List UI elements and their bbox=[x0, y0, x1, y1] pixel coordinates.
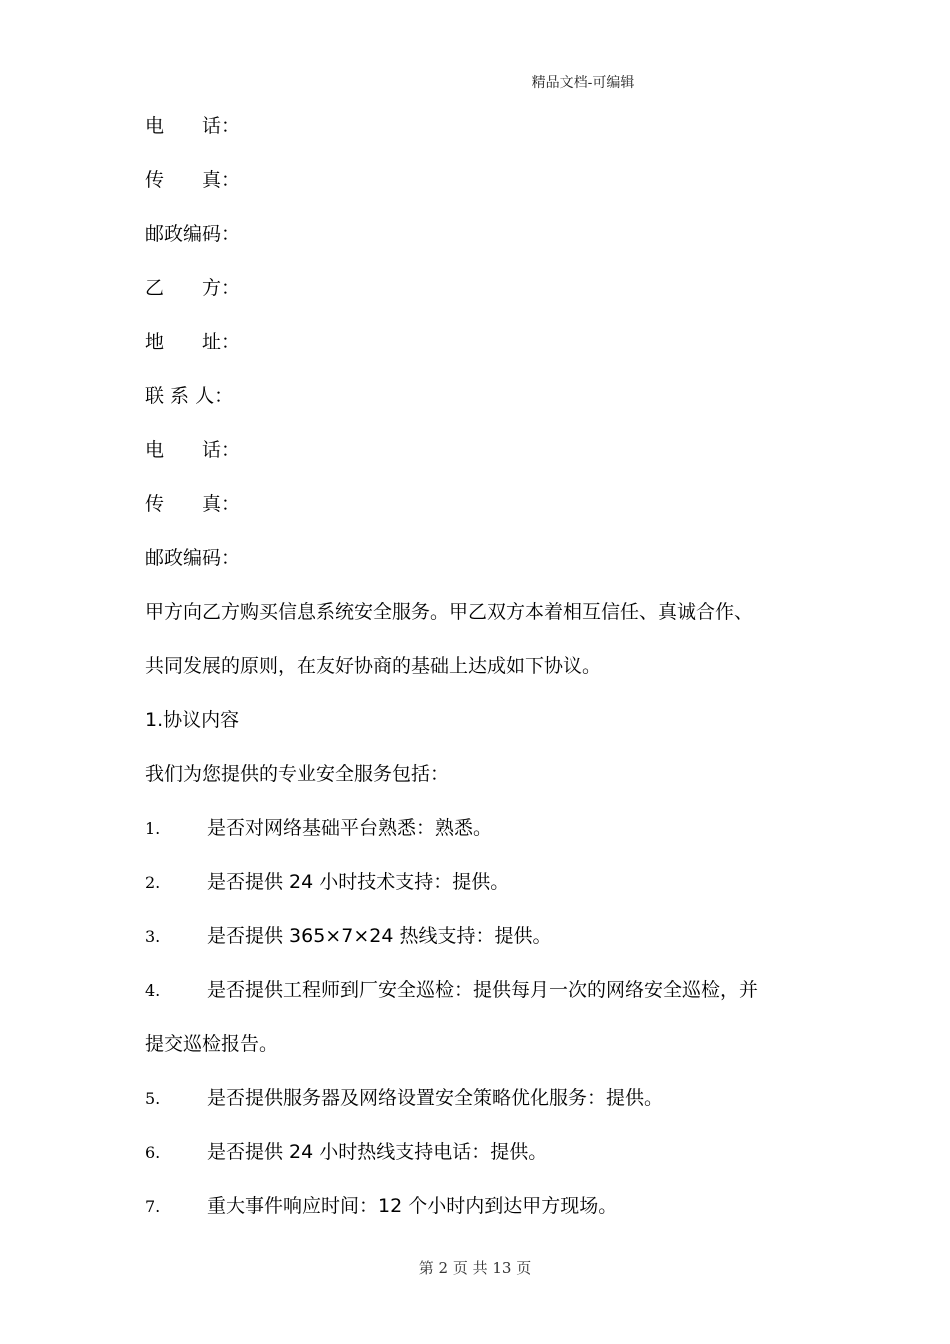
list-item-text: 重大事件响应时间：12 个小时内到达甲方现场。 bbox=[207, 1195, 618, 1217]
list-item-text: 是否对网络基础平台熟悉：熟悉。 bbox=[207, 817, 493, 839]
paragraph-line-2: 共同发展的原则，在友好协商的基础上达成如下协议。 bbox=[145, 655, 602, 677]
list-item bbox=[145, 1140, 547, 1165]
section-heading: 1.协议内容 bbox=[145, 709, 240, 731]
page-footer: 第 2 页 共 13 页 bbox=[418, 1259, 532, 1277]
list-item-number: 7. bbox=[145, 1197, 161, 1216]
list-item-number: 6. bbox=[145, 1143, 161, 1162]
list-item-number: 2. bbox=[145, 873, 161, 892]
list-item-text: 是否提供工程师到厂安全巡检：提供每月一次的网络安全巡检，并 bbox=[207, 979, 759, 1001]
list-item-text: 是否提供服务器及网络设置安全策略优化服务：提供。 bbox=[207, 1087, 664, 1109]
list-item bbox=[145, 1194, 617, 1219]
list-item-number: 4. bbox=[145, 981, 161, 1000]
list-item bbox=[145, 816, 492, 841]
field-postcode-label: 邮政编码： bbox=[145, 223, 241, 245]
field-address-label: 地 址： bbox=[145, 331, 241, 353]
list-item bbox=[145, 870, 509, 895]
field-phone-label-2: 电 话： bbox=[145, 439, 241, 461]
list-item-number: 1. bbox=[145, 819, 161, 838]
list-item-continuation: 提交巡检报告。 bbox=[145, 1033, 279, 1055]
field-postcode-label-2: 邮政编码： bbox=[145, 547, 241, 569]
list-item-text: 是否提供 24 小时热线支持电话：提供。 bbox=[207, 1141, 548, 1163]
list-item-text: 是否提供 24 小时技术支持：提供。 bbox=[207, 871, 510, 893]
list-item-number: 5. bbox=[145, 1089, 161, 1108]
field-fax-label: 传 真： bbox=[145, 169, 241, 191]
list-item bbox=[145, 1086, 663, 1111]
paragraph-line-1: 甲方向乙方购买信息系统安全服务。甲乙双方本着相互信任、真诚合作、 bbox=[145, 601, 754, 623]
list-item-number: 3. bbox=[145, 927, 161, 946]
page-header: 精品文档-可编辑 bbox=[531, 75, 635, 91]
section-intro: 我们为您提供的专业安全服务包括： bbox=[145, 763, 450, 785]
field-phone-label: 电 话： bbox=[145, 115, 241, 137]
field-contact-label: 联 系 人： bbox=[145, 385, 234, 407]
field-fax-label-2: 传 真： bbox=[145, 493, 241, 515]
field-party-b-label: 乙 方： bbox=[145, 277, 241, 299]
list-item-text: 是否提供 365×7×24 热线支持：提供。 bbox=[207, 925, 552, 947]
list-item bbox=[145, 924, 551, 949]
list-item bbox=[145, 978, 758, 1003]
